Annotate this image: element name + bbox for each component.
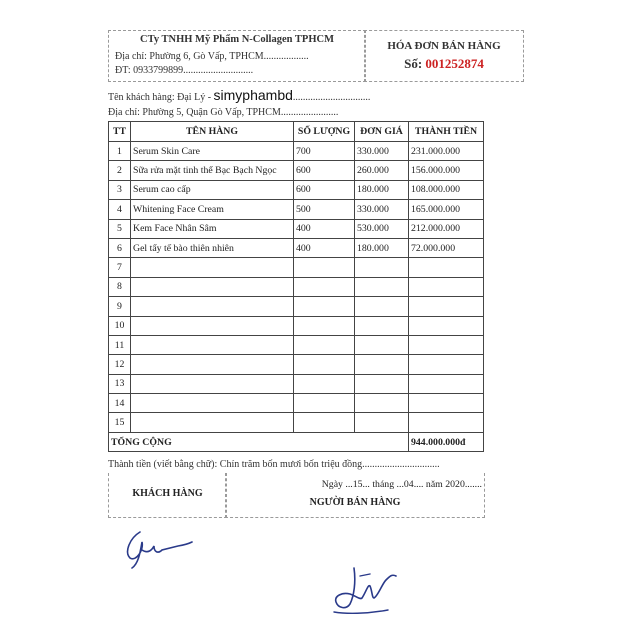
- row-tt: 13: [109, 374, 131, 393]
- company-name: CTy TNHH Mỹ Phẩm N-Collagen TPHCM: [140, 34, 334, 45]
- total-value: 944.000.000đ: [409, 432, 484, 451]
- invoice-number: [365, 56, 523, 72]
- row-product-name: [131, 355, 294, 374]
- row-quantity: 700: [294, 142, 355, 161]
- table-row: [109, 219, 484, 238]
- total-row: [109, 432, 484, 451]
- table-row: [109, 316, 484, 335]
- row-tt: 4: [109, 200, 131, 219]
- row-amount: [409, 374, 484, 393]
- customer-name-label: Tên khách hàng: Đại Lý -: [108, 92, 212, 103]
- row-tt: 3: [109, 180, 131, 199]
- row-amount: 165.000.000: [409, 200, 484, 219]
- row-unit-price: [355, 335, 409, 354]
- row-unit-price: 330.000: [355, 142, 409, 161]
- company-info-box: [108, 30, 366, 82]
- row-amount: 72.000.000: [409, 238, 484, 257]
- row-product-name: [131, 258, 294, 277]
- table-body: [109, 142, 484, 433]
- table-row: [109, 335, 484, 354]
- customer-name-line: [108, 87, 370, 103]
- row-product-name: Whitening Face Cream: [131, 200, 294, 219]
- row-quantity: [294, 374, 355, 393]
- row-unit-price: 180.000: [355, 238, 409, 257]
- buyer-signature: [118, 520, 198, 570]
- seller-cell: [225, 473, 485, 518]
- company-phone: ĐT: 0933799899............................: [115, 65, 254, 76]
- row-tt: 5: [109, 219, 131, 238]
- row-quantity: 400: [294, 238, 355, 257]
- table-row: [109, 161, 484, 180]
- row-unit-price: 530.000: [355, 219, 409, 238]
- signature-box: [108, 473, 483, 517]
- row-amount: [409, 394, 484, 413]
- header-unit-price: ĐƠN GIÁ: [355, 122, 409, 142]
- row-unit-price: [355, 374, 409, 393]
- row-amount: 156.000.000: [409, 161, 484, 180]
- row-quantity: [294, 297, 355, 316]
- row-product-name: [131, 374, 294, 393]
- row-product-name: [131, 297, 294, 316]
- invoice-title-box: [364, 30, 524, 82]
- company-address: Địa chỉ: Phường 6, Gò Vấp, TPHCM..................: [115, 51, 309, 62]
- row-amount: [409, 413, 484, 432]
- row-amount: 231.000.000: [409, 142, 484, 161]
- header-amount: THÀNH TIỀN: [409, 122, 484, 142]
- row-tt: 9: [109, 297, 131, 316]
- row-quantity: 400: [294, 219, 355, 238]
- row-unit-price: 180.000: [355, 180, 409, 199]
- row-quantity: [294, 316, 355, 335]
- table-row: [109, 374, 484, 393]
- row-product-name: Serum cao cấp: [131, 180, 294, 199]
- row-tt: 2: [109, 161, 131, 180]
- table-row: [109, 258, 484, 277]
- row-unit-price: [355, 316, 409, 335]
- row-unit-price: [355, 258, 409, 277]
- table-header-row: [109, 122, 484, 142]
- table-row: [109, 413, 484, 432]
- row-quantity: [294, 413, 355, 432]
- row-amount: [409, 335, 484, 354]
- row-tt: 6: [109, 238, 131, 257]
- row-amount: [409, 277, 484, 296]
- header-tt: TT: [109, 122, 131, 142]
- table-row: [109, 142, 484, 161]
- invoice-header: [108, 30, 523, 80]
- row-tt: 10: [109, 316, 131, 335]
- row-quantity: [294, 335, 355, 354]
- row-tt: 14: [109, 394, 131, 413]
- header-product-name: TÊN HÀNG: [131, 122, 294, 142]
- row-unit-price: [355, 297, 409, 316]
- row-amount: 212.000.000: [409, 219, 484, 238]
- customer-address: Địa chỉ: Phường 5, Quận Gò Vấp, TPHCM.......................: [108, 107, 339, 118]
- invoice-title: HÓA ĐƠN BÁN HÀNG: [387, 40, 501, 52]
- row-quantity: [294, 277, 355, 296]
- row-tt: 11: [109, 335, 131, 354]
- row-tt: 12: [109, 355, 131, 374]
- row-product-name: [131, 394, 294, 413]
- table-row: [109, 394, 484, 413]
- row-unit-price: [355, 394, 409, 413]
- date-line: Ngày ...15... tháng ...04.... năm 2020.......: [321, 479, 482, 490]
- amount-in-words: Thành tiền (viết bằng chữ): Chín trăm bốn mươi bốn triệu đồng...............................: [108, 459, 440, 470]
- row-quantity: [294, 258, 355, 277]
- row-quantity: 600: [294, 161, 355, 180]
- customer-name-value: simyphambd: [213, 87, 293, 103]
- row-amount: [409, 297, 484, 316]
- total-label: TỔNG CỘNG: [109, 432, 409, 451]
- row-amount: [409, 355, 484, 374]
- row-product-name: [131, 316, 294, 335]
- row-amount: 108.000.000: [409, 180, 484, 199]
- row-amount: [409, 258, 484, 277]
- row-product-name: Serum Skin Care: [131, 142, 294, 161]
- invoice-number-value: 001252874: [425, 56, 484, 71]
- seller-signature: [326, 562, 416, 622]
- row-quantity: 600: [294, 180, 355, 199]
- row-tt: 8: [109, 277, 131, 296]
- row-product-name: Sữa rửa mặt tinh thể Bạc Bạch Ngọc: [131, 161, 294, 180]
- header-quantity: SỐ LƯỢNG: [294, 122, 355, 142]
- row-unit-price: [355, 355, 409, 374]
- row-product-name: Kem Face Nhân Sâm: [131, 219, 294, 238]
- row-product-name: [131, 413, 294, 432]
- row-tt: 1: [109, 142, 131, 161]
- row-product-name: [131, 335, 294, 354]
- buyer-cell: [108, 473, 227, 518]
- buyer-label: KHÁCH HÀNG: [132, 488, 203, 499]
- row-quantity: [294, 394, 355, 413]
- table-row: [109, 200, 484, 219]
- row-amount: [409, 316, 484, 335]
- seller-label: NGƯỜI BÁN HÀNG: [309, 497, 401, 508]
- row-quantity: [294, 355, 355, 374]
- row-unit-price: 260.000: [355, 161, 409, 180]
- table-row: [109, 238, 484, 257]
- row-unit-price: [355, 277, 409, 296]
- items-table: [108, 121, 484, 452]
- row-unit-price: 330.000: [355, 200, 409, 219]
- row-tt: 15: [109, 413, 131, 432]
- row-tt: 7: [109, 258, 131, 277]
- table-row: [109, 277, 484, 296]
- table-row: [109, 180, 484, 199]
- invoice-number-label: Số:: [404, 56, 423, 71]
- row-product-name: Gel tẩy tế bào thiên nhiên: [131, 238, 294, 257]
- customer-name-dots: ...............................: [292, 92, 371, 103]
- row-product-name: [131, 277, 294, 296]
- table-row: [109, 355, 484, 374]
- row-quantity: 500: [294, 200, 355, 219]
- table-row: [109, 297, 484, 316]
- row-unit-price: [355, 413, 409, 432]
